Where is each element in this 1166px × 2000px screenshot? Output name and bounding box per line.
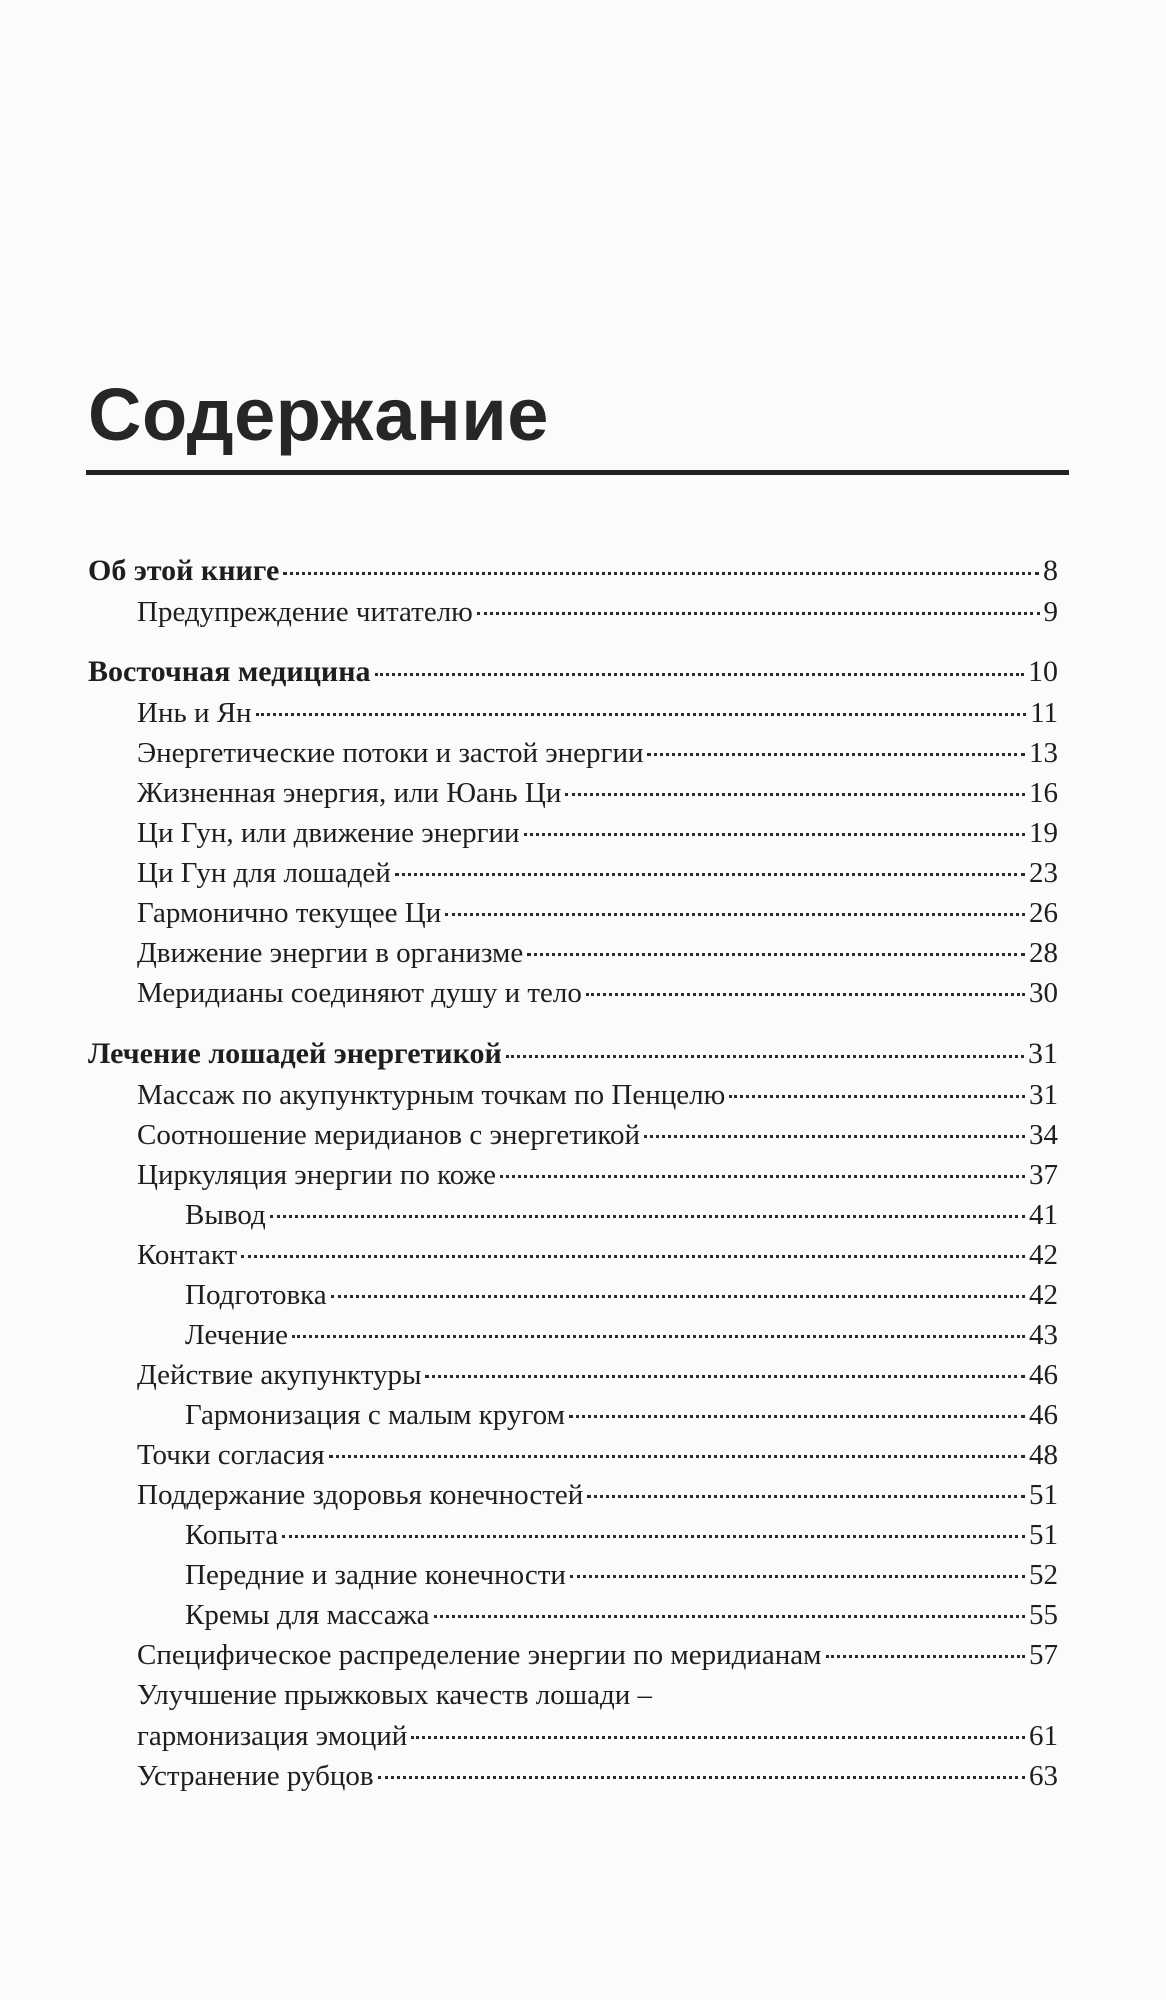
- page-number: 51: [1029, 1479, 1058, 1511]
- toc-entry[interactable]: [185, 1195, 1058, 1235]
- toc-entry-title: Движение энергии в организме: [137, 937, 524, 969]
- toc-entry[interactable]: [137, 1435, 1058, 1475]
- toc-entry-title: Действие акупунктуры: [137, 1359, 422, 1391]
- dot-leader: [445, 913, 1025, 916]
- toc-entry-title: гармонизация эмоций: [137, 1720, 408, 1752]
- toc-entry-title: Гармонично текущее Ци: [137, 897, 442, 929]
- page-title: Содержание: [88, 373, 549, 456]
- page-number: 63: [1029, 1760, 1058, 1792]
- page-number: 23: [1029, 857, 1058, 889]
- toc-entry-title: Поддержание здоровья конечностей: [137, 1479, 584, 1511]
- dot-leader: [644, 1135, 1025, 1138]
- page-number: 31: [1029, 1079, 1058, 1111]
- dot-leader: [569, 1415, 1025, 1418]
- toc-entry[interactable]: [137, 592, 1058, 632]
- toc-entry-title: Энергетические потоки и застой энергии: [137, 737, 644, 769]
- dot-leader: [527, 953, 1025, 956]
- page-number: 46: [1029, 1399, 1058, 1431]
- page-number: 42: [1029, 1239, 1058, 1271]
- page-number: 61: [1029, 1720, 1058, 1752]
- page-number: 46: [1029, 1359, 1058, 1391]
- dot-leader: [524, 833, 1025, 836]
- page-number: 16: [1029, 777, 1058, 809]
- toc-entry-title: Точки согласия: [137, 1439, 325, 1471]
- page-number: 41: [1029, 1199, 1058, 1231]
- toc-entry[interactable]: [137, 813, 1058, 853]
- dot-leader: [586, 993, 1025, 996]
- toc-section[interactable]: [88, 551, 1058, 591]
- toc-entry[interactable]: [137, 1355, 1058, 1395]
- toc-entry-title: Передние и задние конечности: [185, 1559, 566, 1591]
- toc-entry[interactable]: [137, 1075, 1058, 1115]
- toc-entry-title: Массаж по акупунктурным точкам по Пенцелю: [137, 1079, 726, 1111]
- toc-entry-title: Ци Гун для лошадей: [137, 857, 391, 889]
- toc-entry[interactable]: [137, 1635, 1058, 1675]
- toc-entry-title: Соотношение меридианов с энергетикой: [137, 1119, 641, 1151]
- toc-entry-title: Копыта: [185, 1519, 279, 1551]
- dot-leader: [587, 1495, 1025, 1498]
- dot-leader: [425, 1375, 1025, 1378]
- dot-leader: [375, 673, 1025, 676]
- toc-entry-title: Ци Гун, или движение энергии: [137, 817, 520, 849]
- page-number: 26: [1029, 897, 1058, 929]
- dot-leader: [395, 873, 1025, 876]
- page-number: 51: [1029, 1519, 1058, 1551]
- toc-entry-title: Устранение рубцов: [137, 1760, 374, 1792]
- toc-entry[interactable]: [137, 1716, 1058, 1756]
- toc-entry[interactable]: [137, 933, 1058, 973]
- dot-leader: [477, 612, 1040, 615]
- page-number: 48: [1029, 1439, 1058, 1471]
- toc-entry-title: Инь и Ян: [137, 697, 252, 729]
- toc-entry-title: Меридианы соединяют душу и тело: [137, 977, 582, 1009]
- dot-leader: [826, 1655, 1025, 1658]
- toc-entry-title: Улучшение прыжковых качеств лошади –: [137, 1679, 652, 1711]
- dot-leader: [565, 793, 1025, 796]
- page-number: 30: [1029, 977, 1058, 1009]
- dot-leader: [331, 1295, 1025, 1298]
- page-number: 34: [1029, 1119, 1058, 1151]
- dot-leader: [283, 572, 1039, 575]
- page-number: 43: [1029, 1319, 1058, 1351]
- page-number: 57: [1029, 1639, 1058, 1671]
- dot-leader: [500, 1175, 1025, 1178]
- toc-entry[interactable]: [185, 1395, 1058, 1435]
- dot-leader: [292, 1335, 1025, 1338]
- page-number: 9: [1043, 596, 1058, 628]
- toc-entry[interactable]: [137, 1115, 1058, 1155]
- toc-section[interactable]: [88, 652, 1058, 692]
- toc-entry[interactable]: [137, 973, 1058, 1013]
- dot-leader: [506, 1055, 1024, 1058]
- toc-entry[interactable]: [137, 853, 1058, 893]
- toc-entry-title: Специфическое распределение энергии по меридианам: [137, 1639, 822, 1671]
- toc-entry[interactable]: [137, 1475, 1058, 1515]
- toc-section[interactable]: [88, 1034, 1058, 1074]
- dot-leader: [411, 1736, 1025, 1739]
- dot-leader: [282, 1535, 1025, 1538]
- page-number: 8: [1043, 554, 1058, 587]
- dot-leader: [570, 1575, 1025, 1578]
- dot-leader: [647, 753, 1025, 756]
- toc-entry-title: Лечение лошадей энергетикой: [88, 1037, 502, 1070]
- toc-entry[interactable]: [185, 1555, 1058, 1595]
- toc-entry-title: Лечение: [185, 1319, 288, 1351]
- page-number: 11: [1030, 697, 1058, 729]
- dot-leader: [729, 1095, 1025, 1098]
- toc-entry[interactable]: [185, 1595, 1058, 1635]
- toc-entry[interactable]: [137, 733, 1058, 773]
- dot-leader: [434, 1615, 1025, 1618]
- page-number: 28: [1029, 937, 1058, 969]
- dot-leader: [270, 1215, 1025, 1218]
- toc-entry[interactable]: [137, 693, 1058, 733]
- toc-entry[interactable]: [137, 1756, 1058, 1796]
- dot-leader: [378, 1776, 1025, 1779]
- page-number: 37: [1029, 1159, 1058, 1191]
- page-number: 19: [1029, 817, 1058, 849]
- toc-entry-title: Предупреждение читателю: [137, 596, 473, 628]
- toc-entry-title: Кремы для массажа: [185, 1599, 430, 1631]
- page-number: 13: [1029, 737, 1058, 769]
- toc-entry[interactable]: [137, 1235, 1058, 1275]
- toc-entry[interactable]: [185, 1315, 1058, 1355]
- dot-leader: [256, 713, 1026, 716]
- toc-entry[interactable]: [185, 1275, 1058, 1315]
- toc-entry[interactable]: [185, 1515, 1058, 1555]
- page-number: 55: [1029, 1599, 1058, 1631]
- page-number: 42: [1029, 1279, 1058, 1311]
- toc-entry-title: Восточная медицина: [88, 655, 371, 688]
- page-number: 52: [1029, 1559, 1058, 1591]
- toc-entry[interactable]: [137, 1155, 1058, 1195]
- toc-entry[interactable]: [137, 773, 1058, 813]
- toc-entry-title: Подготовка: [185, 1279, 327, 1311]
- toc-entry-title: Контакт: [137, 1239, 238, 1271]
- dot-leader: [329, 1455, 1025, 1458]
- dot-leader: [241, 1255, 1025, 1258]
- toc-entry-title: Об этой книге: [88, 554, 280, 587]
- toc-entry-title: Гармонизация с малым кругом: [185, 1399, 565, 1431]
- page-number: 31: [1028, 1037, 1058, 1070]
- toc-entry[interactable]: [137, 893, 1058, 933]
- page-number: 10: [1028, 655, 1058, 688]
- toc-entry-title: Вывод: [185, 1199, 266, 1231]
- toc-entry-title: Циркуляция энергии по коже: [137, 1159, 497, 1191]
- toc-entry-title: Жизненная энергия, или Юань Ци: [137, 777, 562, 809]
